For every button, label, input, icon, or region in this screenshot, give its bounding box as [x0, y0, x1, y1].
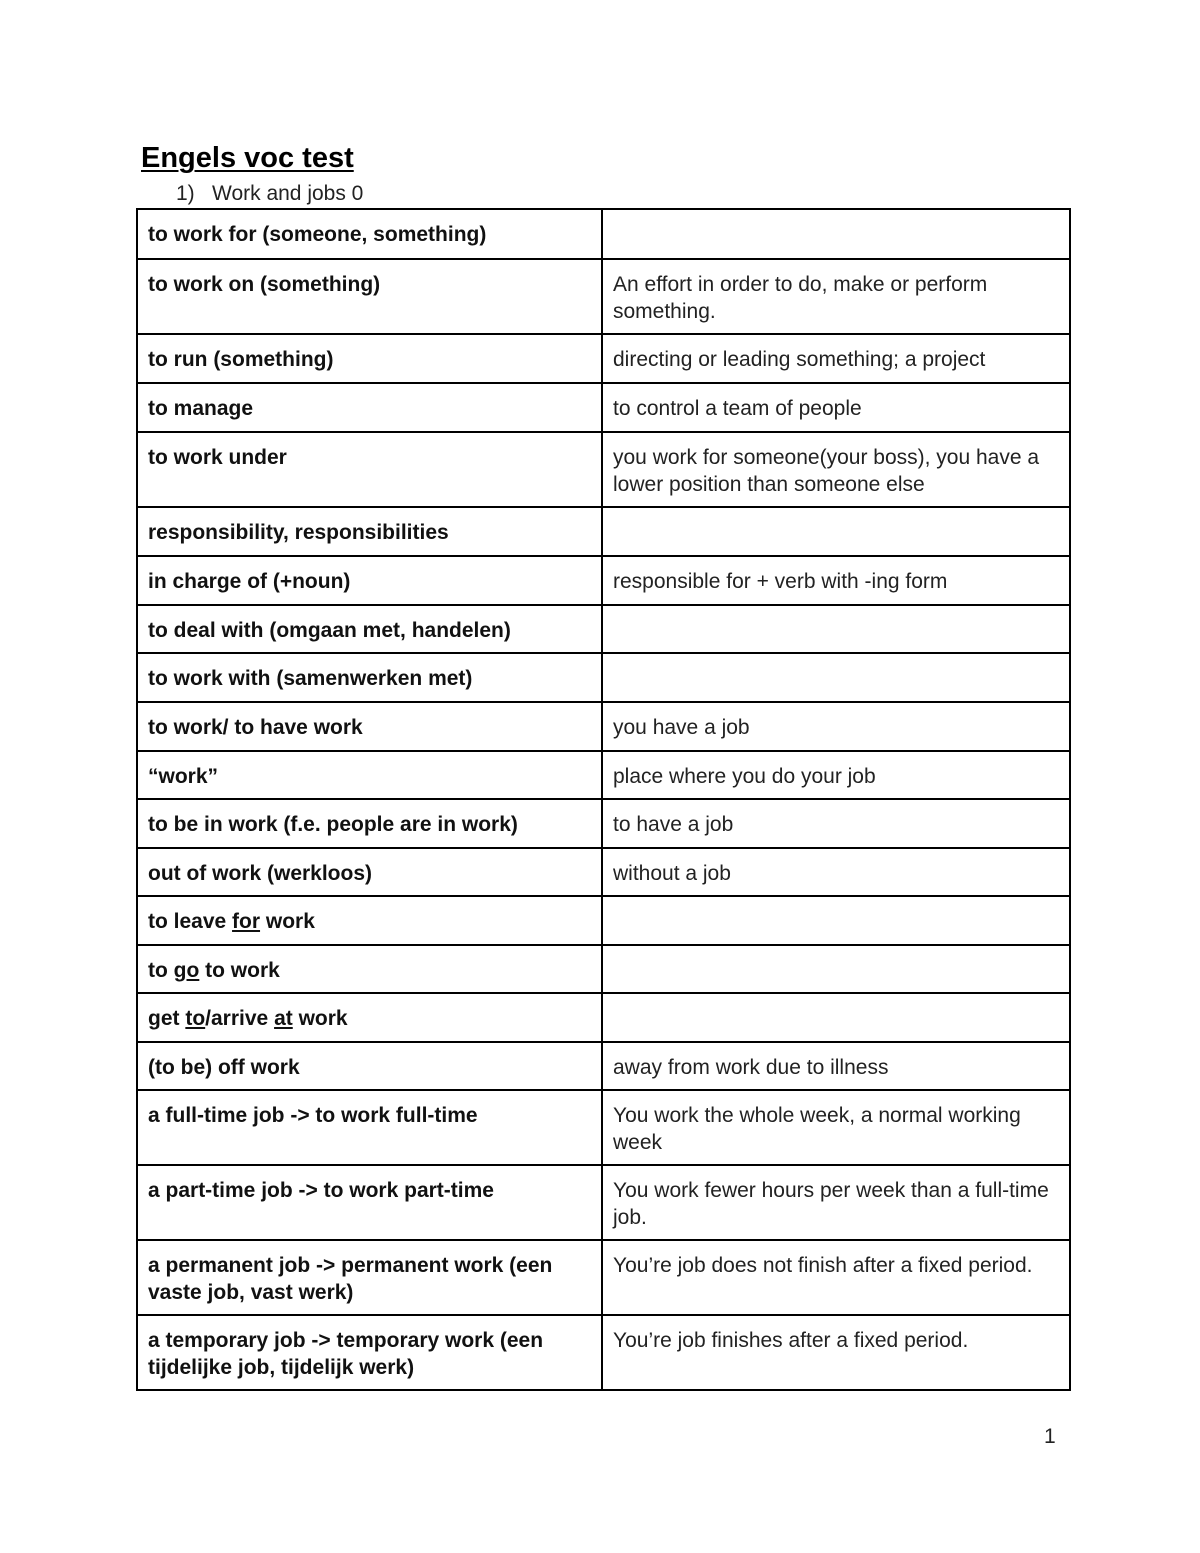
definition-cell: away from work due to illness: [602, 1042, 1070, 1090]
term-cell: to manage: [137, 383, 602, 432]
term-cell: [137, 896, 602, 945]
definition-cell: to control a team of people: [602, 383, 1070, 432]
definition-cell: without a job: [602, 848, 1070, 896]
definition-cell: [602, 653, 1070, 702]
term-cell: [137, 993, 602, 1042]
table-row: [137, 432, 1070, 507]
definition-cell: An effort in order to do, make or perform something.: [602, 259, 1070, 334]
definition-cell: You work the whole week, a normal working week: [602, 1090, 1070, 1165]
table-row: [137, 209, 1070, 259]
definition-cell: [602, 945, 1070, 993]
term-text-underlined: to: [185, 1007, 206, 1030]
table-row: [137, 848, 1070, 896]
term-cell: to work under: [137, 432, 602, 507]
table-row: [137, 993, 1070, 1042]
term-cell: to run (something): [137, 334, 602, 383]
term-text-underlined: go: [173, 959, 200, 982]
table-row: [137, 1165, 1070, 1240]
term-cell: (to be) off work: [137, 1042, 602, 1090]
definition-cell: [602, 209, 1070, 259]
section-number: 1): [176, 182, 195, 205]
term-text-underlined: for: [232, 910, 261, 933]
table-row: [137, 1042, 1070, 1090]
table-row: [137, 702, 1070, 751]
table-row: [137, 799, 1070, 848]
table-row: [137, 653, 1070, 702]
definition-cell: to have a job: [602, 799, 1070, 848]
term-cell: “work”: [137, 751, 602, 799]
definition-cell: [602, 896, 1070, 945]
table-row: [137, 334, 1070, 383]
definition-cell: directing or leading something; a project: [602, 334, 1070, 383]
table-row: [137, 1315, 1070, 1390]
term-cell: to work for (someone, something): [137, 209, 602, 259]
table-row: [137, 556, 1070, 605]
definition-cell: you have a job: [602, 702, 1070, 751]
term-text: to: [148, 959, 174, 982]
definition-cell: [602, 507, 1070, 556]
definition-cell: you work for someone(your boss), you have a lower position than someone else: [602, 432, 1070, 507]
term-cell: to work on (something): [137, 259, 602, 334]
term-cell: [137, 945, 602, 993]
table-row: [137, 945, 1070, 993]
term-text: work: [292, 1007, 348, 1030]
term-cell: to work with (samenwerken met): [137, 653, 602, 702]
term-cell: in charge of (+noun): [137, 556, 602, 605]
page-number: 1: [1044, 1425, 1056, 1448]
vocab-table: [136, 208, 1071, 1391]
term-cell: a temporary job -> temporary work (een tijdelijke job, tijdelijk werk): [137, 1315, 602, 1390]
definition-cell: [602, 993, 1070, 1042]
term-text: work: [260, 910, 315, 933]
term-cell: responsibility, responsibilities: [137, 507, 602, 556]
definition-cell: [602, 605, 1070, 653]
table-row: [137, 896, 1070, 945]
term-cell: a permanent job -> permanent work (een vaste job, vast werk): [137, 1240, 602, 1315]
definition-cell: You’re job does not finish after a fixed period.: [602, 1240, 1070, 1315]
section-heading: [176, 181, 363, 207]
table-row: [137, 605, 1070, 653]
term-text: get: [148, 1007, 186, 1030]
term-cell: to deal with (omgaan met, handelen): [137, 605, 602, 653]
term-cell: to work/ to have work: [137, 702, 602, 751]
document-title: Engels voc test: [141, 142, 354, 174]
term-cell: out of work (werkloos): [137, 848, 602, 896]
term-text: /arrive: [205, 1007, 275, 1030]
definition-cell: responsible for + verb with -ing form: [602, 556, 1070, 605]
table-row: [137, 383, 1070, 432]
term-text: to leave: [148, 910, 233, 933]
term-text: to work: [199, 959, 280, 982]
term-text-underlined: at: [274, 1007, 293, 1030]
term-cell: to be in work (f.e. people are in work): [137, 799, 602, 848]
definition-cell: place where you do your job: [602, 751, 1070, 799]
definition-cell: You’re job finishes after a fixed period.: [602, 1315, 1070, 1390]
table-row: [137, 507, 1070, 556]
section-title: Work and jobs 0: [212, 182, 364, 205]
term-cell: a part-time job -> to work part-time: [137, 1165, 602, 1240]
definition-cell: You work fewer hours per week than a full-time job.: [602, 1165, 1070, 1240]
table-row: [137, 1090, 1070, 1165]
table-row: [137, 751, 1070, 799]
term-cell: a full-time job -> to work full-time: [137, 1090, 602, 1165]
table-row: [137, 1240, 1070, 1315]
table-row: [137, 259, 1070, 334]
